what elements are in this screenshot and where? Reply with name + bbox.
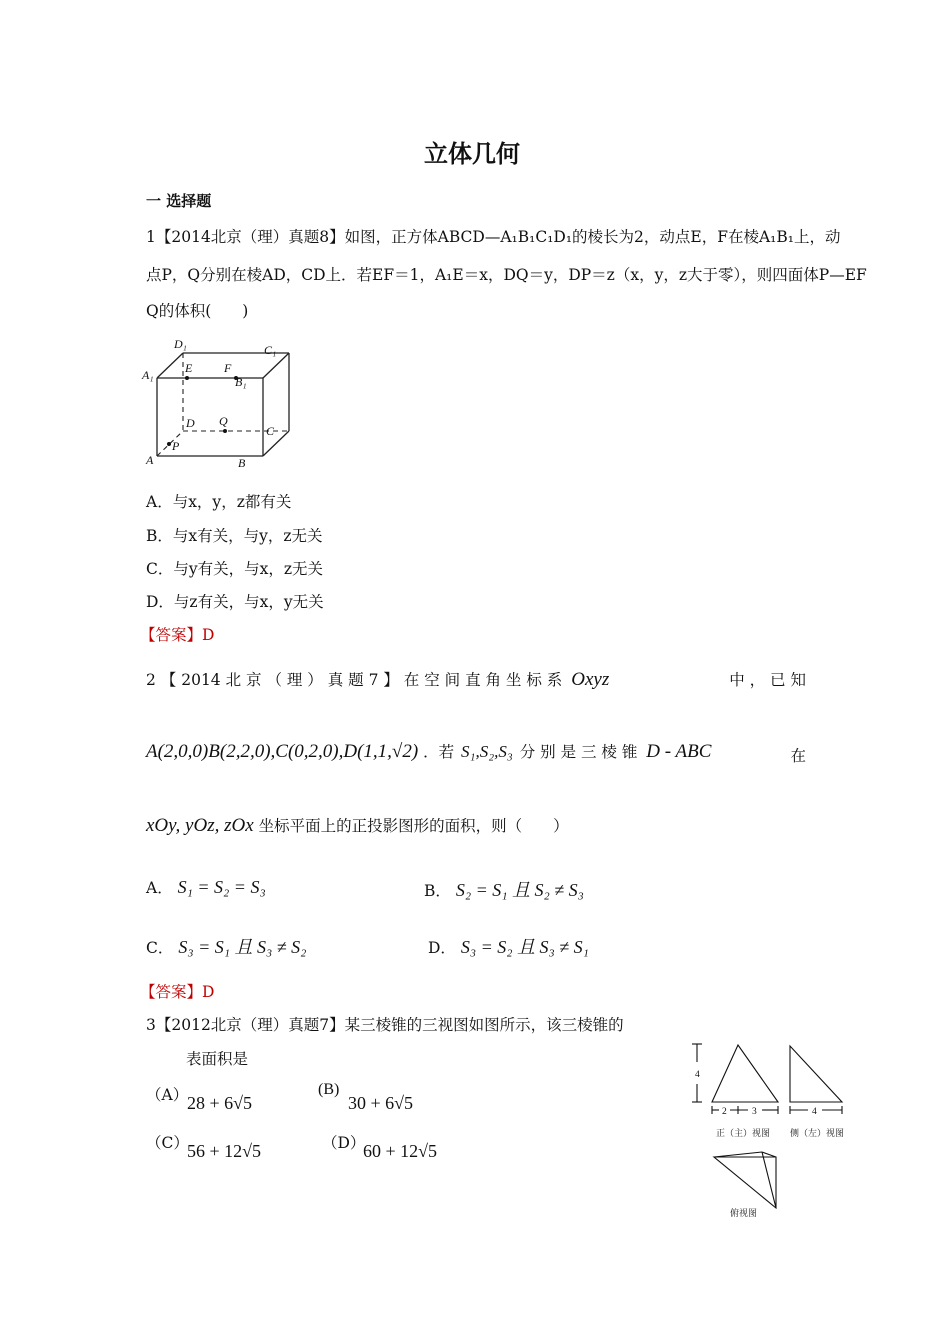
label-f: F [224,361,232,375]
q3-line-2: 表面积是 [186,1050,249,1068]
q1-answer: 【答案】D [140,626,215,644]
q1-option-a: A．与x，y，z都有关 [146,493,292,511]
top-view-caption: 俯视图 [730,1208,758,1218]
q2-oxyz: Oxyz [571,669,610,690]
q3-option-d-label: （D） [322,1134,366,1152]
front-view-caption: 正（主）视图 [716,1128,771,1138]
q2-option-b [424,876,584,902]
q2-line-3-tail: 坐标平面上的正投影图形的面积，则（ ） [258,817,569,835]
q1-line-3: Q的体积( ) [146,302,249,320]
q1-option-c: C．与y有关，与x，z无关 [146,560,324,578]
q1-line-2: 点P，Q分别在棱AD，CD上．若EF＝1，A₁E＝x，DQ＝y，DP＝z（x，y，z大于零），则四面体P—EF [146,266,867,284]
label-d1: D₁ [174,337,187,351]
q2-line-1 [146,668,806,691]
q2-option-a-math: S₁ = S₂ = S₃ [177,877,266,897]
label-d: D [186,416,195,430]
q2-coords: A(2,0,0)B(2,2,0),C(0,2,0),D(1,1,√2) [146,741,419,762]
q2-option-d-math: S₃ = S₂ 且 S₃ ≠ S₁ [460,937,589,957]
label-b1: B₁ [235,375,247,389]
dim-front-right-label: 3 [752,1107,757,1117]
q1-line-1: 1【2014北京（理）真题8】如图，正方体ABCD—A₁B₁C₁D₁的棱长为2，动点E，F在棱A₁B₁上，动 [146,228,841,246]
q3-line-1: 3【2012北京（理）真题7】某三棱锥的三视图如图所示，该三棱锥的 [146,1016,624,1034]
q3-option-a-label: （A） [146,1086,189,1104]
q2-mid-text: 分 别 是 三 棱 锥 [519,743,638,761]
q2-dabc: D - ABC [646,741,712,762]
dim-side-label: 4 [812,1107,817,1117]
label-a: A [146,453,154,467]
q2-planes: xOy, yOz, zOx [146,815,254,836]
q3-option-a-value: 28 + 6√5 [187,1093,253,1113]
q2-option-c-math: S₃ = S₁ 且 S₃ ≠ S₂ [178,937,307,957]
three-views-figure [686,1040,856,1225]
cube-figure [140,336,290,476]
side-view-caption: 侧（左）视图 [790,1128,845,1138]
q3-option-c-value: 56 + 12√5 [187,1141,262,1161]
q2-option-b-math: S₂ = S₁ 且 S₂ ≠ S₃ [455,880,584,900]
section-heading: 一 选择题 [146,192,212,210]
label-e: E [185,361,193,375]
q1-option-b: B．与x有关，与y，z无关 [146,527,323,545]
label-c: C [266,424,275,438]
q2-line-2 [146,740,806,763]
label-q: Q [219,414,228,428]
dim-front-left-label: 2 [722,1107,727,1117]
q2-option-a-label: A． [146,879,173,897]
label-p: P [172,439,180,453]
q2-line-1-end: 中 ， 已 知 [729,671,806,689]
label-a1: A₁ [142,368,154,382]
q2-ruo: ．若 [423,743,455,761]
q3-option-b-value: 30 + 6√5 [348,1093,414,1113]
q2-option-b-label: B． [424,882,451,900]
q2-line-3 [146,814,569,837]
label-b: B [238,456,246,470]
q1-option-d: D．与z有关，与x，y无关 [146,593,324,611]
dim-height-label: 4 [695,1070,700,1080]
q2-option-d-label: D． [428,939,456,957]
q3-option-b-label: (B) [318,1081,340,1098]
q2-s123: S₁,S₂,S₃ [461,742,513,761]
q2-zai: 在 [790,747,806,765]
q2-option-c [146,933,306,959]
label-c1: C₁ [264,343,277,357]
q2-option-d [428,933,589,959]
q2-answer: 【答案】D [140,983,215,1001]
q3-option-c-label: （C） [146,1134,189,1152]
page-title: 立体几何 [424,140,520,168]
q2-option-a [146,876,266,898]
q2-line-1-text: 2 【 2014 北 京 （ 理 ） 真 题 7 】 在 空 间 直 角 坐 标 系 [146,671,563,689]
q3-option-d-value: 60 + 12√5 [363,1141,438,1161]
q2-option-c-label: C． [146,939,174,957]
